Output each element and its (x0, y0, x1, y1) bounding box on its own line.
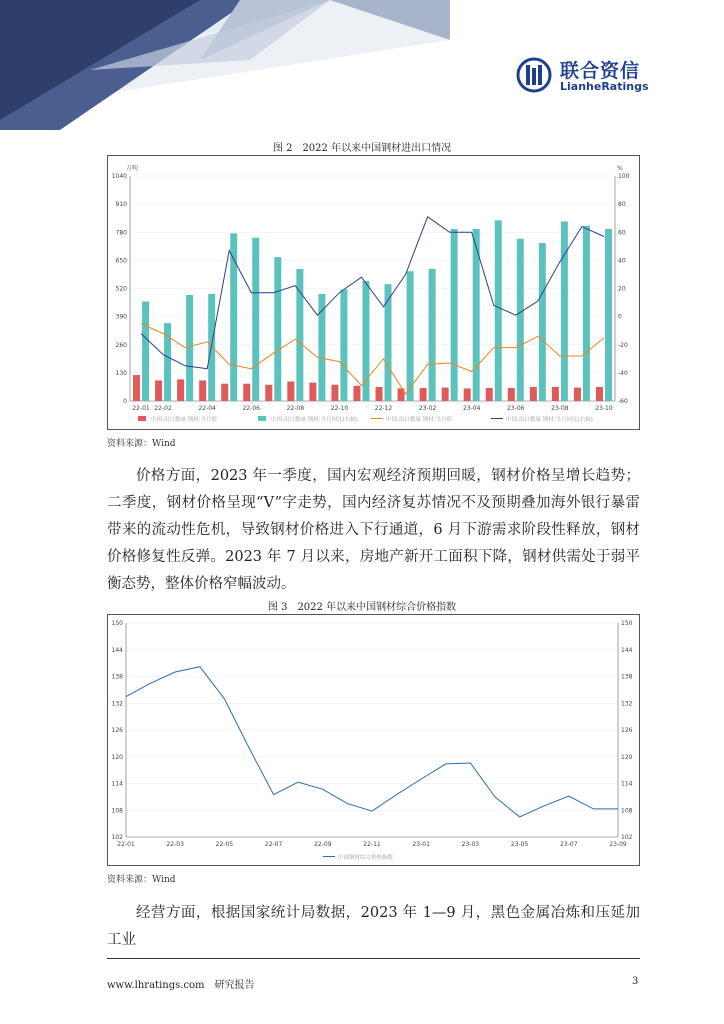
bar-series-1 (530, 387, 537, 401)
right-tick-label: 108 (621, 807, 633, 815)
bar-series-1 (199, 380, 206, 401)
left-tick-label: 260 (115, 341, 127, 349)
right-tick-label: 40 (618, 257, 626, 265)
bar-series-1 (133, 375, 140, 401)
x-tick-label: 22-05 (215, 841, 234, 848)
x-tick-label: 22-01 (117, 841, 135, 848)
left-tick-label: 650 (115, 257, 127, 265)
legend-label: 中国:出口数量:钢材:当月同比(右轴) (271, 417, 358, 423)
footer-website: www.lhratings.com 研究报告 (107, 980, 255, 991)
left-tick-label: 120 (111, 753, 123, 761)
legend-label: 中国:出口数量:钢材:当月值 (386, 417, 453, 423)
lianhe-logo (516, 55, 656, 97)
figure3-title: 图 3 2022 年以来中国钢材综合价格指数 (267, 602, 457, 613)
left-tick-label: 132 (111, 700, 123, 708)
bar-series-2 (583, 226, 590, 401)
bar-series-1 (552, 387, 559, 401)
left-tick-label: 150 (111, 620, 123, 627)
right-tick-label: 120 (621, 753, 633, 761)
bar-series-1 (508, 388, 515, 401)
paragraph-operation: 经营方面，根据国家统计局数据，2023 年 1—9 月，黑色金属冶炼和压延加工业 (107, 905, 640, 948)
left-tick-label: 102 (111, 834, 123, 841)
bar-series-1 (177, 379, 184, 401)
bar-series-1 (221, 384, 228, 401)
figure2-chart (108, 156, 639, 429)
figure3-source: 资料来源：Wind (107, 875, 176, 885)
bar-series-1 (309, 383, 316, 401)
logo-name-en: LianheRatings (560, 80, 649, 93)
right-tick-label: 144 (621, 646, 633, 654)
legend-label: 中国钢材综合价格指数 (338, 855, 394, 861)
right-tick-label: 126 (621, 727, 633, 734)
bar-series-2 (495, 220, 502, 401)
bar-series-1 (353, 386, 360, 401)
x-tick-label: 23-03 (461, 841, 480, 848)
bar-series-2 (429, 269, 436, 401)
bar-series-1 (574, 388, 581, 401)
logo-name-cn: 联合资信 (560, 60, 641, 82)
bar-series-2 (517, 239, 524, 401)
left-tick-label: 144 (111, 646, 123, 654)
logo-mark-icon (516, 57, 552, 93)
x-tick-label: 22-09 (314, 841, 332, 848)
bar-series-2 (186, 295, 193, 401)
bar-series-1 (287, 382, 294, 401)
right-tick-label: 0 (618, 313, 622, 321)
x-tick-label: 23-05 (510, 841, 529, 848)
left-tick-label: 130 (115, 369, 127, 377)
bar-series-1 (331, 385, 338, 401)
figure3-chart (108, 615, 639, 865)
bar-series-1 (486, 388, 493, 401)
left-tick-label: 910 (115, 201, 127, 209)
bar-series-2 (274, 257, 281, 401)
bar-series-1 (376, 387, 383, 401)
left-tick-label: 138 (111, 673, 123, 681)
left-tick-label: 108 (111, 807, 123, 815)
page-number: 3 (632, 976, 639, 987)
x-tick-label: 23-02 (418, 405, 437, 412)
x-tick-label: 23-01 (412, 841, 430, 848)
right-tick-label: 114 (621, 780, 633, 788)
x-tick-label: 22-03 (166, 841, 184, 848)
bar-series-1 (442, 388, 449, 401)
right-tick-label: -60 (618, 398, 628, 405)
x-tick-label: 23-06 (507, 405, 525, 412)
legend-swatch (258, 416, 266, 421)
x-tick-label: 22-02 (154, 405, 172, 412)
left-tick-label: 126 (111, 727, 123, 734)
bar-series-1 (464, 388, 471, 401)
right-tick-label: 102 (621, 834, 633, 841)
left-tick-label: 390 (115, 313, 127, 321)
left-axis-unit: 万吨 (126, 165, 139, 172)
right-tick-label: 60 (618, 229, 626, 237)
legend-swatch (138, 416, 146, 421)
bar-series-2 (561, 221, 568, 401)
figure2-title: 图 2 2022 年以来中国钢材进出口情况 (272, 143, 452, 154)
bar-series-2 (539, 243, 546, 401)
left-tick-label: 520 (115, 285, 127, 293)
right-tick-label: -40 (618, 369, 628, 377)
right-tick-label: 150 (621, 620, 633, 627)
bar-series-1 (155, 380, 162, 401)
right-tick-label: 132 (621, 700, 633, 708)
right-tick-label: 100 (618, 173, 630, 180)
right-tick-label: 20 (618, 285, 626, 293)
bar-series-2 (451, 229, 458, 401)
footer-divider (107, 958, 640, 959)
x-tick-label: 22-07 (264, 841, 283, 848)
left-tick-label: 1040 (111, 173, 127, 180)
figure2-source: 资料来源：Wind (107, 439, 176, 449)
figure3-chart-frame (107, 614, 640, 866)
x-tick-label: 22-12 (374, 405, 393, 412)
x-tick-label: 22-08 (286, 405, 305, 412)
right-axis-unit: % (617, 165, 623, 172)
bar-series-2 (252, 238, 259, 401)
x-tick-label: 22-01 (132, 405, 150, 412)
bar-series-1 (243, 384, 250, 401)
legend-label: 中国:出口数量:钢材:当月值 (151, 417, 218, 423)
x-tick-label: 23-09 (609, 841, 627, 848)
bar-series-2 (407, 271, 414, 401)
left-tick-label: 780 (115, 229, 127, 237)
paragraph-price: 价格方面，2023 年一季度，国内宏观经济预期回暖，钢材价格呈增长趋势；二季度，钢材价格呈现“V”字走势，国内经济复苏情况不及预期叠加海外银行暴雷带来的流动性危机，导致钢材价格进入下行通道，6 月下游需求阶段性释放，钢材价格修复性反弹。2023 年 7 月以来，房地产新开工面积下降，钢材供需处于弱平衡态势，整体价格窄幅波动。 (107, 468, 640, 592)
x-tick-label: 23-08 (551, 405, 569, 412)
bar-series-2 (142, 301, 149, 401)
figure2-chart-frame (107, 155, 640, 430)
x-tick-label: 22-11 (363, 841, 381, 848)
bar-series-2 (340, 290, 347, 401)
x-tick-label: 23-04 (462, 405, 481, 412)
left-tick-label: 0 (123, 398, 127, 405)
bar-series-1 (596, 387, 603, 401)
left-tick-label: 114 (111, 780, 123, 788)
price-index-line (126, 667, 618, 817)
right-tick-label: -20 (618, 341, 628, 349)
legend-label: 中国:出口数量:钢材:当月同比(右轴) (506, 417, 593, 423)
x-tick-label: 23-10 (595, 405, 613, 412)
bar-series-1 (265, 385, 272, 401)
x-tick-label: 22-04 (198, 405, 216, 412)
x-tick-label: 22-06 (242, 405, 260, 412)
bar-series-2 (385, 284, 392, 401)
bar-series-2 (605, 229, 612, 401)
x-tick-label: 23-07 (560, 841, 578, 848)
right-tick-label: 80 (618, 201, 626, 209)
right-tick-label: 138 (621, 673, 633, 681)
x-tick-label: 22-10 (330, 405, 349, 412)
bar-series-1 (420, 388, 427, 401)
